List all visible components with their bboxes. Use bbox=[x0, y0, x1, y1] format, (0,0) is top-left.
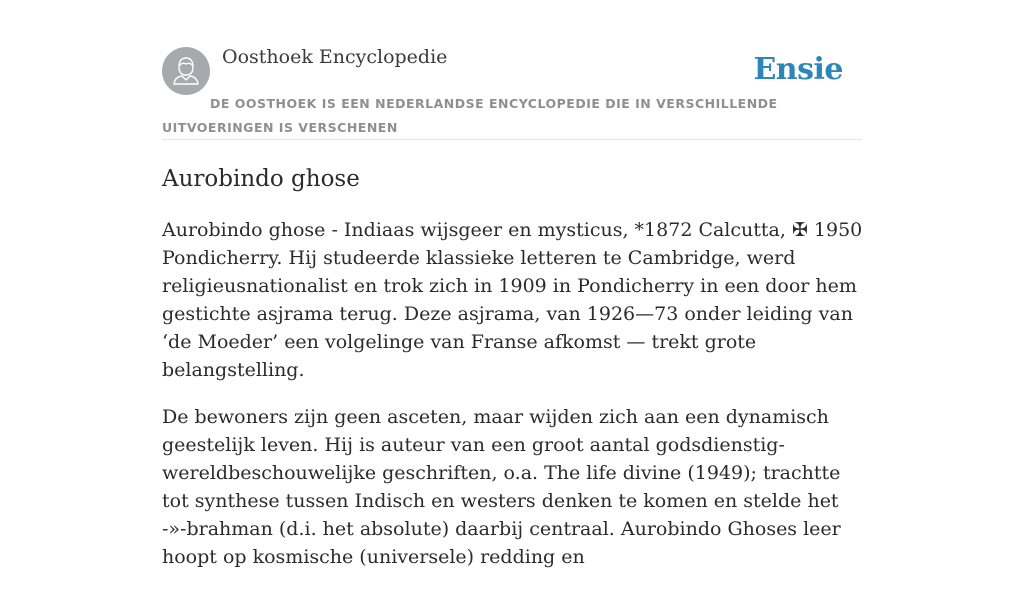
article bbox=[162, 164, 864, 590]
user-icon bbox=[162, 47, 210, 95]
article-title: Aurobindo ghose bbox=[162, 166, 360, 192]
brand-logo[interactable]: Ensie bbox=[753, 52, 843, 87]
divider bbox=[162, 139, 862, 140]
article-paragraph: De bewoners zijn geen asceten, maar wijden zich aan een dynamisch geestelijk leven. Hij is auteur van een groot aantal godsdienstig-wereldbeschouwelijke geschriften, o.a. The life divine (1949); trachtte tot synthese tussen Indisch en westers denken te komen en stelde het -»-brahman (d.i. het absolute) daarbij centraal. Aurobindo Ghoses leer hoopt op kosmische (universele) redding en bbox=[162, 406, 841, 568]
source-name[interactable]: Oosthoek Encyclopedie bbox=[222, 46, 448, 68]
avatar[interactable] bbox=[162, 47, 210, 95]
article-paragraph: Aurobindo ghose - Indiaas wijsgeer en mysticus, *1872 Calcutta, ✠ 1950 Pondicherry. Hij studeerde klassieke letteren te Cambridge, werd religieusnationalist en trok zich in 1909 in Pondicherry in een door hem gestichte asjrama terug. Deze asjrama, van 1926—73 onder leiding van ‘de Moeder’ een volgelinge van Franse afkomst — trekt grote belangstelling. bbox=[162, 219, 863, 381]
tagline: DE OOSTHOEK IS EEN NEDERLANDSE ENCYCLOPEDIE DIE IN VERSCHILLENDE UITVOERINGEN IS VERSCHENEN bbox=[162, 96, 778, 135]
